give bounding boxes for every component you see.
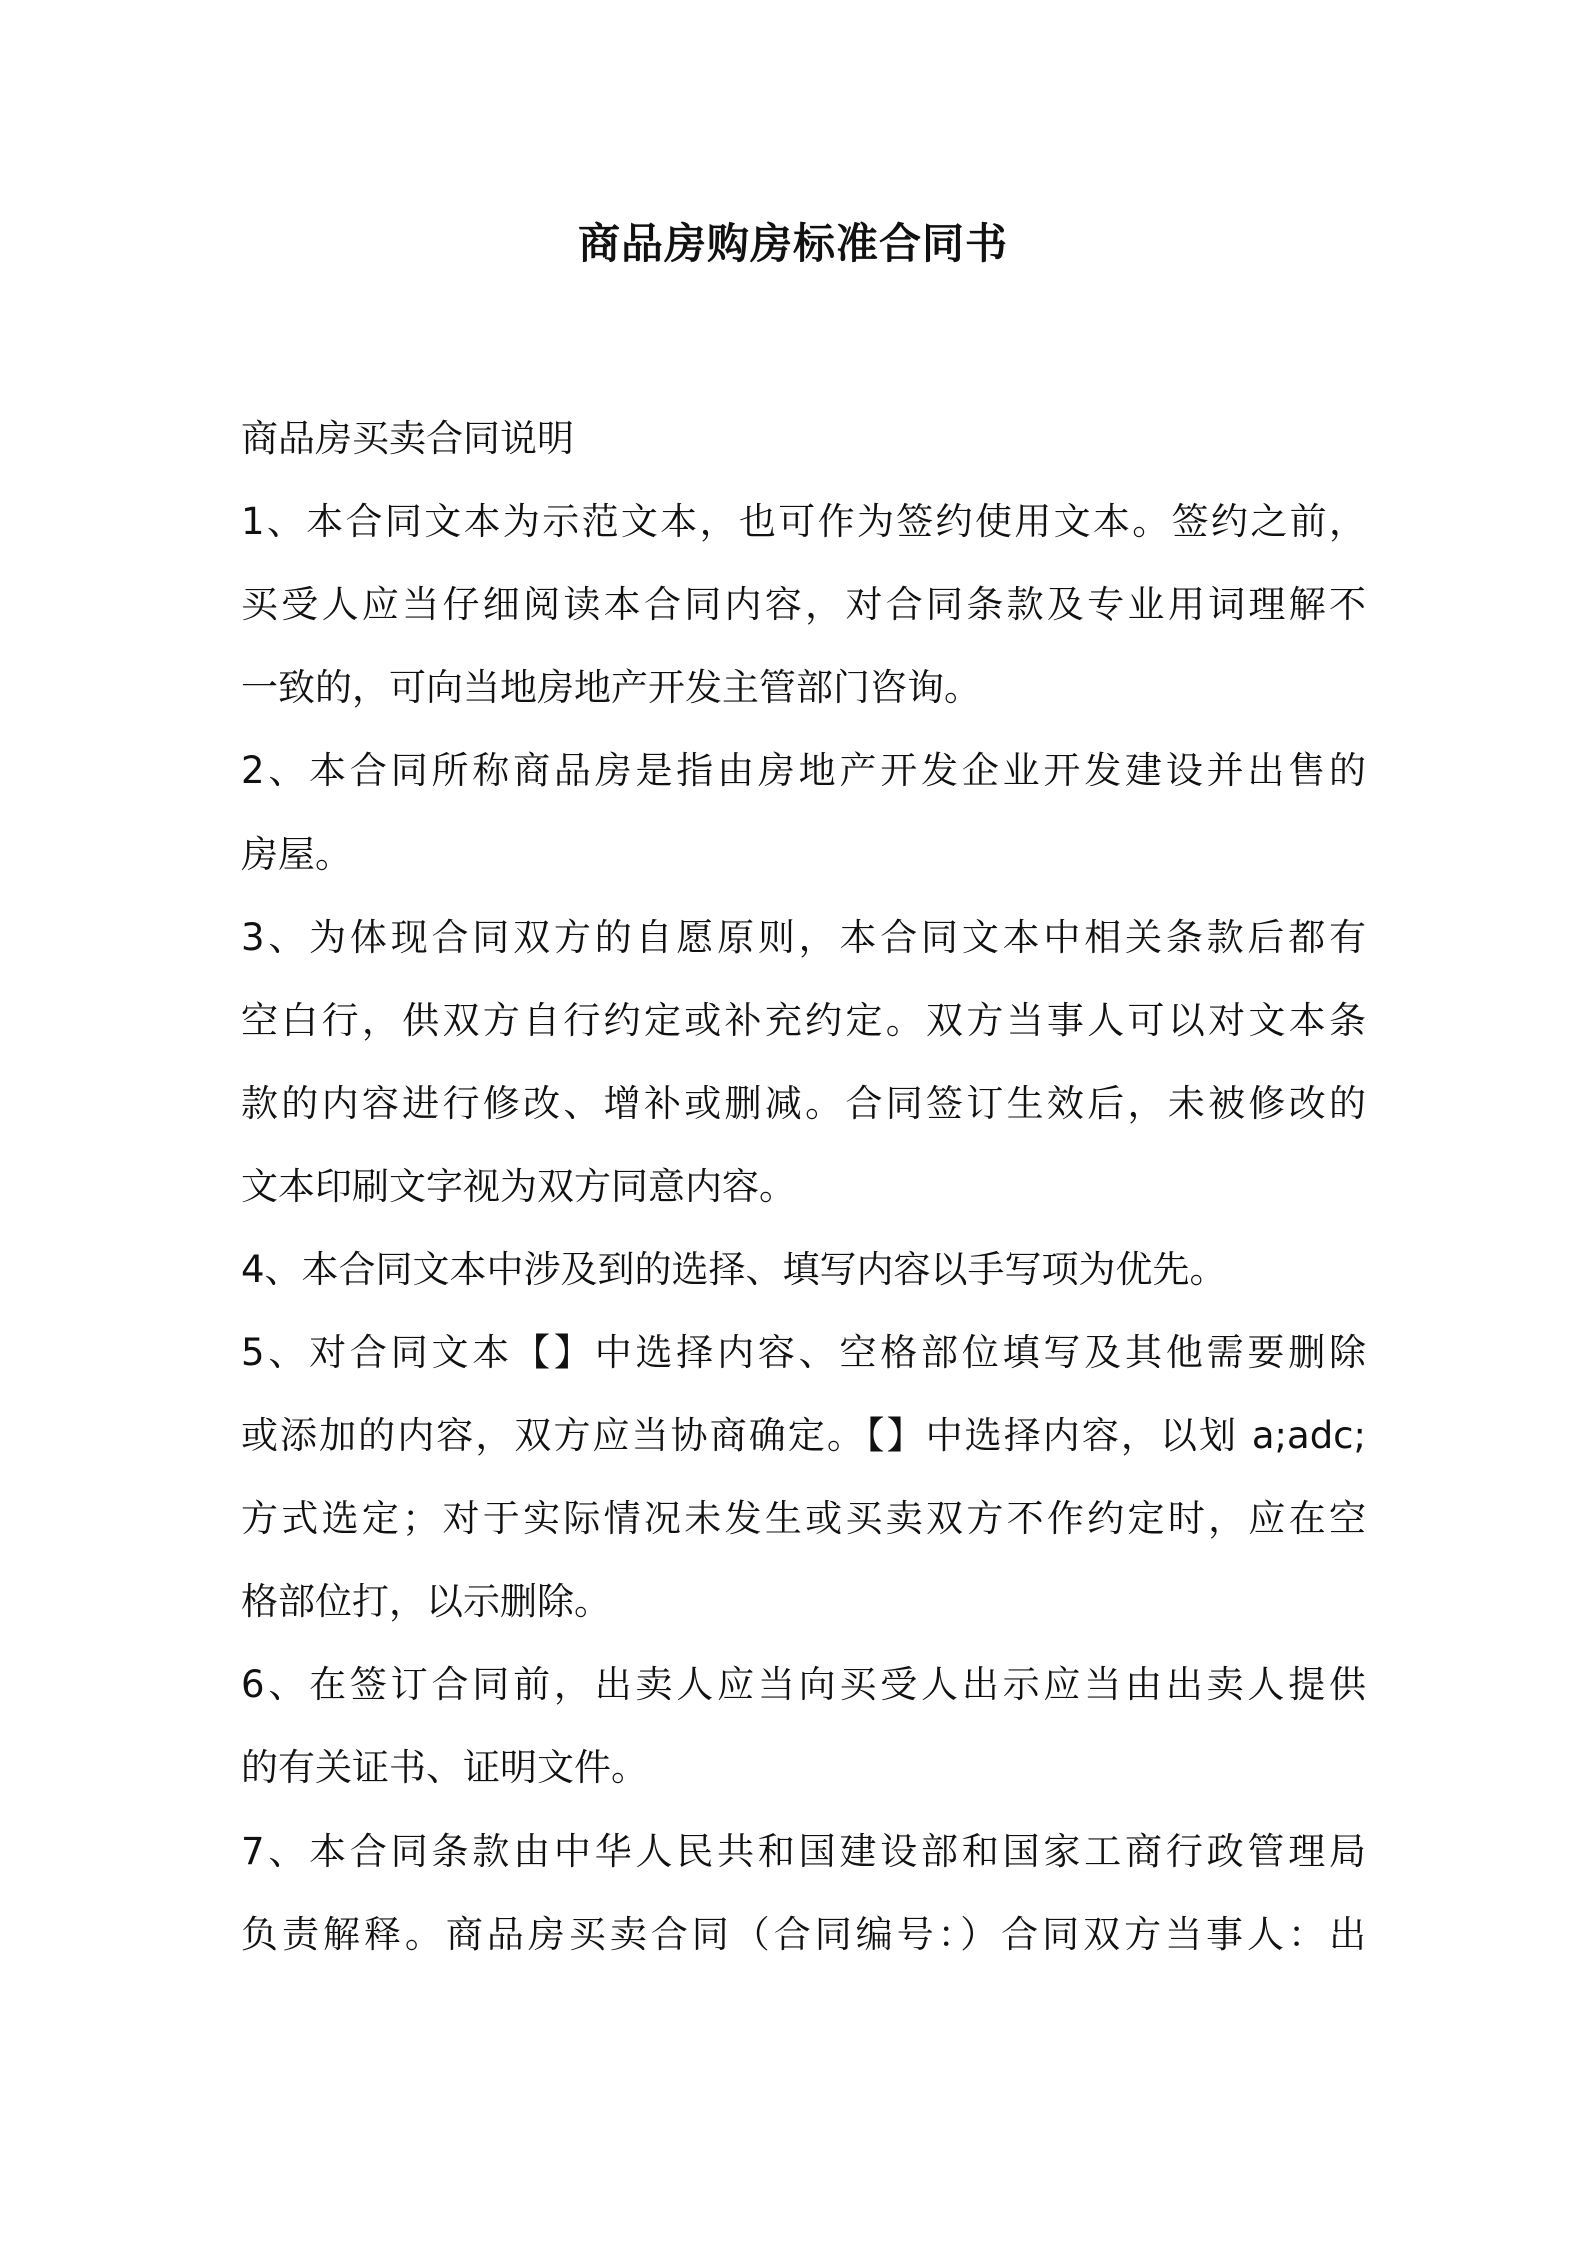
paragraph-line: 一致的，可向当地房地产开发主管部门咨询。 [241,666,981,709]
paragraph-line: 5、对合同文本【】中选择内容、空格部位填写及其他需要删除 [241,1331,1366,1374]
document-title: 商品房购房标准合同书 [577,219,1008,268]
paragraph-line: 3、为体现合同双方的自愿原则，本合同文本中相关条款后都有 [241,916,1366,959]
paragraph-line: 7、本合同条款由中华人民共和国建设部和国家工商行政管理局 [241,1830,1366,1873]
paragraph-line: 格部位打，以示删除。 [241,1580,611,1623]
paragraph-line: 的有关证书、证明文件。 [241,1746,648,1789]
paragraph-line: 4、本合同文本中涉及到的选择、填写内容以手写项为优先。 [241,1248,1227,1291]
paragraph-line: 房屋。 [241,833,352,876]
section-heading: 商品房买卖合同说明 [241,417,574,460]
paragraph-line: 6、在签订合同前，出卖人应当向买受人出示应当由出卖人提供 [241,1663,1366,1706]
paragraph-line: 文本印刷文字视为双方同意内容。 [241,1165,796,1208]
paragraph-line: 款的内容进行修改、增补或删减。合同签订生效后，未被修改的 [241,1082,1366,1125]
paragraph-line: 方式选定；对于实际情况未发生或买卖双方不作约定时，应在空 [241,1497,1366,1540]
paragraph-line: 2、本合同所称商品房是指由房地产开发企业开发建设并出售的 [241,749,1366,792]
paragraph-line: 或添加的内容，双方应当协商确定。【】中选择内容，以划 a;adc; [241,1414,1366,1457]
paragraph-line: 空白行，供双方自行约定或补充约定。双方当事人可以对文本条 [241,999,1366,1042]
paragraph-line: 买受人应当仔细阅读本合同内容，对合同条款及专业用词理解不 [241,583,1366,626]
paragraph-line: 负责解释。商品房买卖合同（合同编号：）合同双方当事人：出 [241,1913,1366,1956]
paragraph-line: 1、本合同文本为示范文本，也可作为签约使用文本。签约之前， [241,500,1366,543]
